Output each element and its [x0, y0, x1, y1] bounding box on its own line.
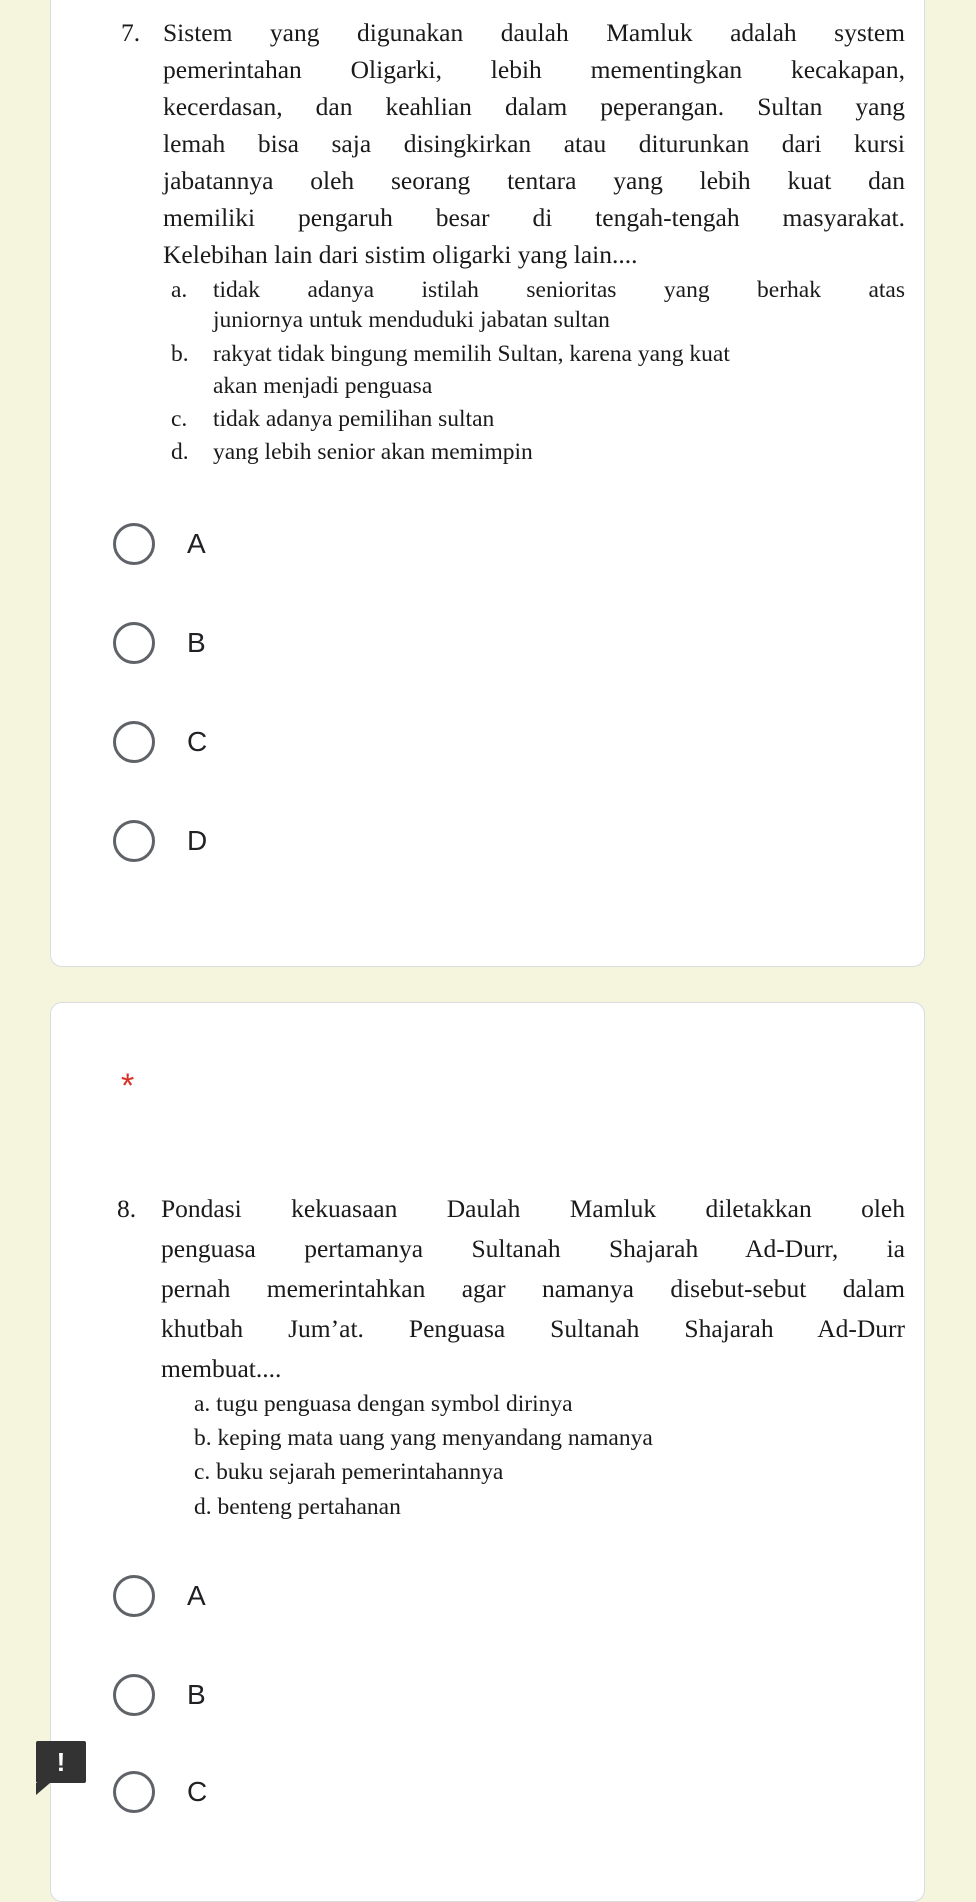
choice-label: C — [187, 1776, 208, 1807]
exclamation-icon[interactable]: ! — [36, 1741, 86, 1783]
radio-circle-icon[interactable] — [113, 721, 155, 763]
option-letter: a. — [171, 277, 188, 303]
question-stem-line: Sistem yang digunakan daulah Mamluk adalah system — [163, 18, 905, 47]
radio-circle-icon[interactable] — [113, 820, 155, 862]
question-number: 7. — [121, 18, 141, 47]
choice-label: C — [187, 726, 208, 757]
choice-label: B — [187, 627, 206, 658]
option-letter: d. — [171, 439, 189, 465]
option-d-line: yang lebih senior akan memimpin — [213, 439, 533, 465]
choice-c[interactable] — [113, 1767, 207, 1817]
question-stem-line: membuat.... — [161, 1354, 282, 1383]
choice-b[interactable] — [113, 1670, 206, 1720]
option-letter: c. — [171, 406, 188, 432]
question-stem-line: penguasa pertamanya Sultanah Shajarah Ad-Durr, ia — [161, 1234, 905, 1263]
option-d: d. benteng pertahanan — [194, 1494, 401, 1520]
option-b: b. keping mata uang yang menyandang namanya — [194, 1425, 653, 1451]
option-b-line: rakyat tidak bingung memilih Sultan, karena yang kuat — [213, 341, 730, 367]
choice-b[interactable] — [113, 618, 206, 668]
choice-label: B — [187, 1679, 206, 1710]
choice-d[interactable] — [113, 816, 207, 866]
radio-circle-icon[interactable] — [113, 1771, 155, 1813]
question-stem-line: lemah bisa saja disingkirkan atau diturunkan dari kursi — [163, 129, 905, 158]
question-stem-line: kecerdasan, dan keahlian dalam peperangan. Sultan yang — [163, 92, 905, 121]
choice-label: D — [187, 825, 208, 856]
choice-a[interactable] — [113, 519, 206, 569]
question-stem-line: pernah memerintahkan agar namanya disebut-sebut dalam — [161, 1274, 905, 1303]
question-stem-line: jabatannya oleh seorang tentara yang lebih kuat dan — [163, 166, 905, 195]
radio-circle-icon[interactable] — [113, 1575, 155, 1617]
question-number: 8. — [117, 1194, 137, 1223]
question-stem-line: pemerintahan Oligarki, lebih mementingkan kecakapan, — [163, 55, 905, 84]
option-c: c. buku sejarah pemerintahannya — [194, 1459, 504, 1485]
question-card-8 — [50, 1002, 925, 1902]
choice-label: A — [187, 528, 206, 559]
question-card-7 — [50, 0, 925, 967]
radio-circle-icon[interactable] — [113, 622, 155, 664]
required-asterisk: * — [121, 1067, 135, 1105]
radio-circle-icon[interactable] — [113, 523, 155, 565]
radio-circle-icon[interactable] — [113, 1674, 155, 1716]
option-a-line: juniornya untuk menduduki jabatan sultan — [213, 307, 610, 333]
option-letter: b. — [171, 341, 189, 367]
question-stem-line: khutbah Jum’at. Penguasa Sultanah Shajarah Ad-Durr — [161, 1314, 905, 1343]
option-a: a. tugu penguasa dengan symbol dirinya — [194, 1391, 573, 1417]
option-b-line: akan menjadi penguasa — [213, 373, 433, 399]
question-stem-line: memiliki pengaruh besar di tengah-tengah masyarakat. — [163, 203, 905, 232]
choice-label: A — [187, 1580, 206, 1611]
question-stem-line: Kelebihan lain dari sistim oligarki yang lain.... — [163, 240, 638, 269]
option-a-line: tidak adanya istilah senioritas yang berhak atas — [213, 277, 905, 303]
question-stem-line: Pondasi kekuasaan Daulah Mamluk diletakkan oleh — [161, 1194, 905, 1223]
choice-a[interactable] — [113, 1571, 206, 1621]
option-c-line: tidak adanya pemilihan sultan — [213, 406, 495, 432]
choice-c[interactable] — [113, 717, 207, 767]
